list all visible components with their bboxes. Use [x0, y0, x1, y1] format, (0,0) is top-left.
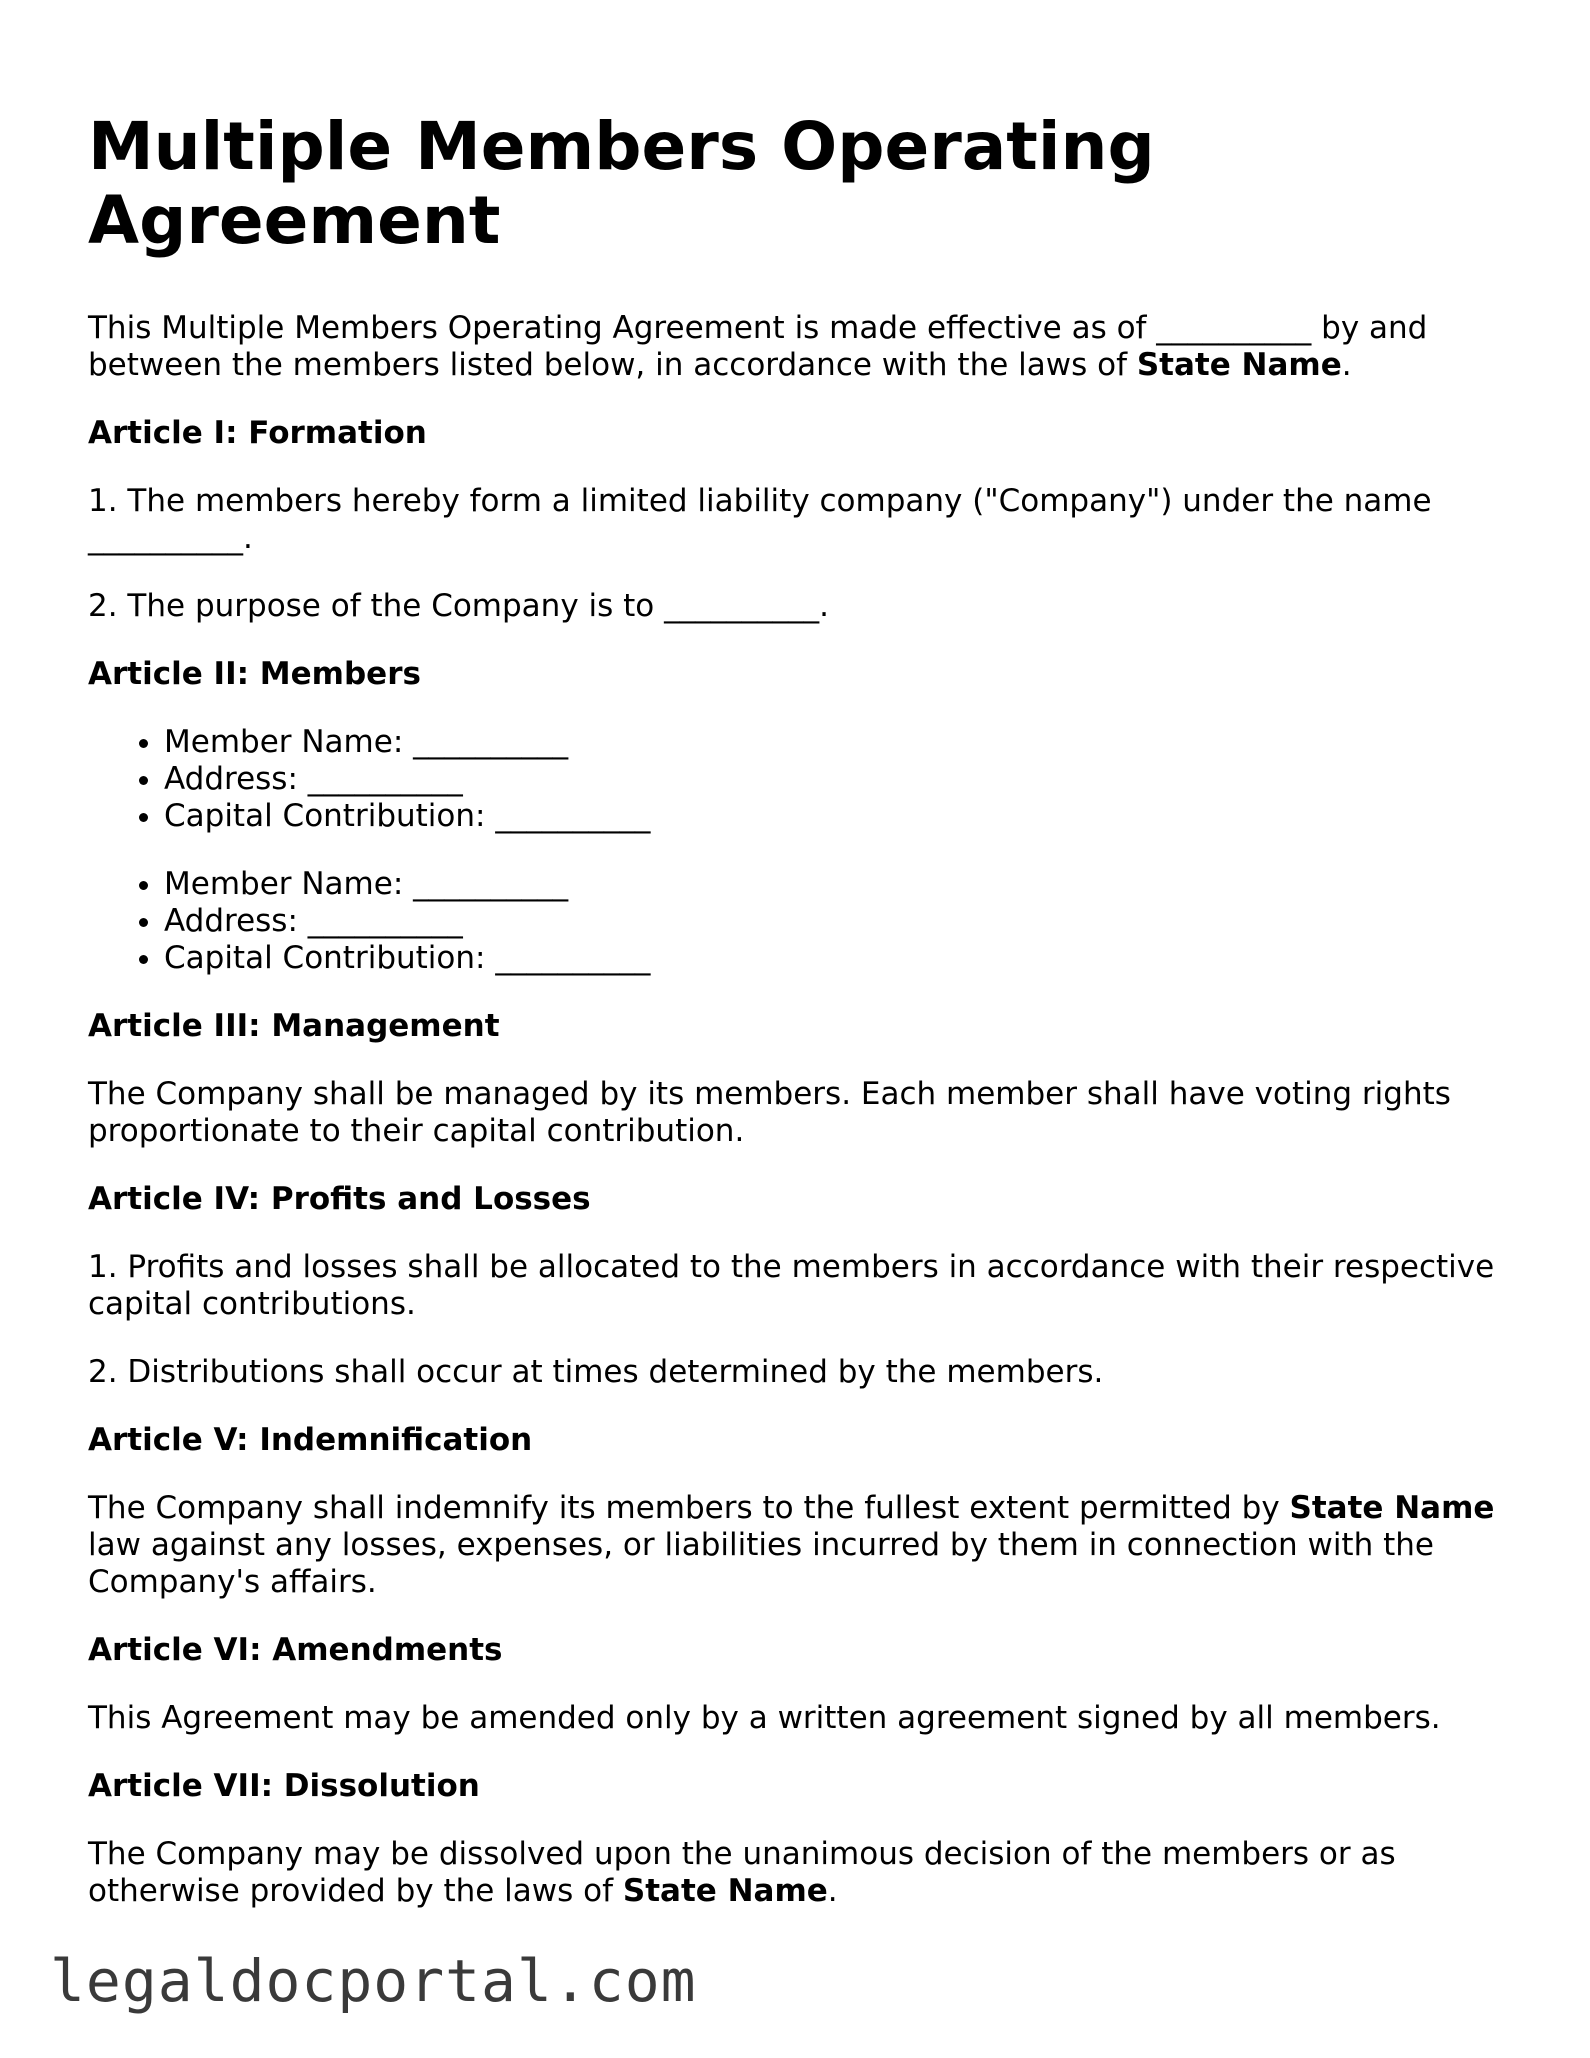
- dissolution-text-start: The Company may be dissolved upon the unanimous decision of the members or as otherwise provided by the laws of: [88, 1836, 1396, 1909]
- article-profits-heading: Article IV: Profits and Losses: [88, 1181, 591, 1217]
- intro-text-end: .: [1341, 347, 1352, 383]
- article-amendments-heading: Article VI: Amendments: [88, 1632, 503, 1668]
- member-2-name: • Member Name: __________: [164, 866, 1508, 903]
- profits-clause-1: 1. Profits and losses shall be allocated to the members in accordance with their respective capital contributions.: [88, 1249, 1495, 1322]
- indemnification-text-start: The Company shall indemnify its members to the fullest extent permitted by: [88, 1490, 1290, 1526]
- member-1-name: • Member Name: __________: [164, 724, 1508, 761]
- member-2-address: • Address: __________: [164, 903, 1508, 940]
- member-2-capital: • Capital Contribution: __________: [164, 940, 1508, 977]
- article-management-heading: Article III: Management: [88, 1008, 500, 1044]
- indemnification-state-name: State Name: [1289, 1490, 1495, 1526]
- profits-clause-2: 2. Distributions shall occur at times determined by the members.: [88, 1354, 1104, 1390]
- indemnification-text: [88, 1490, 1508, 1601]
- document-title: Multiple Members Operating Agreement: [88, 108, 1155, 259]
- intro-text: This Multiple Members Operating Agreement is made effective as of __________ by and between the members listed below, in accordance with the laws of: [88, 310, 1428, 383]
- member-2-list: [88, 866, 1508, 977]
- article-dissolution-heading: Article VII: Dissolution: [88, 1768, 480, 1804]
- intro-state-name: State Name: [1136, 347, 1342, 383]
- indemnification-text-end: law against any losses, expenses, or liabilities incurred by them in connection with the Company's affairs.: [88, 1527, 1434, 1600]
- dissolution-text: [88, 1836, 1508, 1910]
- article-formation-heading: Article I: Formation: [88, 415, 427, 451]
- site-watermark: legaldocportal.com: [50, 1947, 697, 2015]
- management-text: The Company shall be managed by its members. Each member shall have voting rights proportionate to their capital contribution.: [88, 1076, 1451, 1149]
- member-1-capital: • Capital Contribution: __________: [164, 798, 1508, 835]
- member-1-address: • Address: __________: [164, 761, 1508, 798]
- intro-paragraph: [88, 310, 1508, 384]
- member-1-list: [88, 724, 1508, 835]
- dissolution-state-name: State Name: [622, 1873, 828, 1909]
- document-page: [88, 110, 1508, 1941]
- article-members-heading: Article II: Members: [88, 656, 421, 692]
- amendments-text: This Agreement may be amended only by a written agreement signed by all members.: [88, 1700, 1441, 1736]
- formation-clause-1: 1. The members hereby form a limited liability company ("Company") under the name __________.: [88, 483, 1432, 556]
- dissolution-text-end: .: [827, 1873, 838, 1909]
- formation-clause-2: 2. The purpose of the Company is to __________.: [88, 588, 829, 624]
- article-indemnification-heading: Article V: Indemnification: [88, 1422, 533, 1458]
